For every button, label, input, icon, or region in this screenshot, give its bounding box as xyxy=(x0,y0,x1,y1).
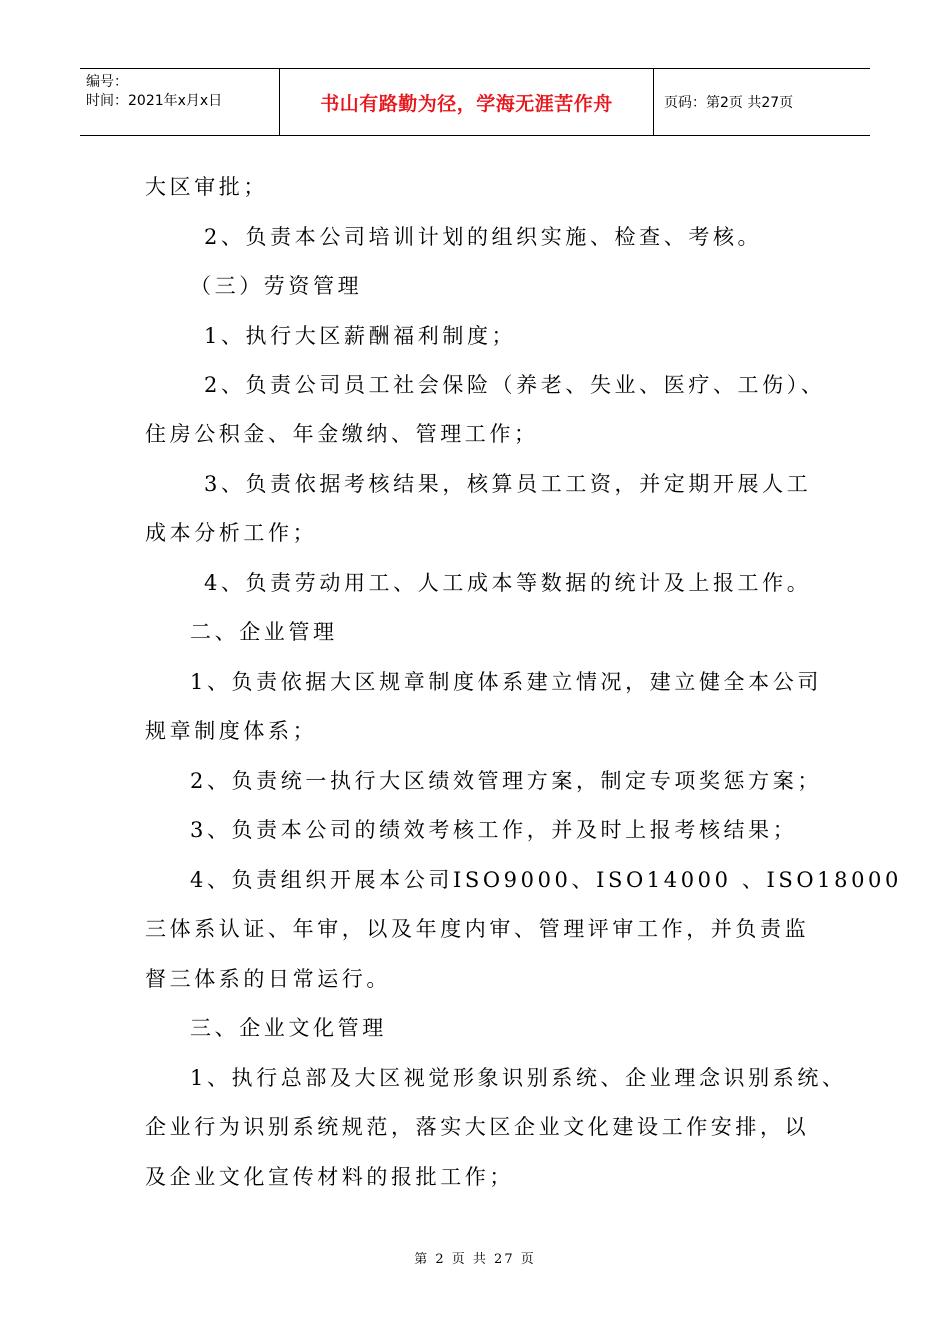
body-text-line: 1、执行总部及大区视觉形象识别系统、企业理念识别系统、 xyxy=(190,1066,847,1090)
body-text-line: 二、企业管理 xyxy=(190,620,338,644)
body-text-line: 3、负责本公司的绩效考核工作，并及时上报考核结果； xyxy=(190,818,798,842)
body-text-line: 2、负责统一执行大区绩效管理方案，制定专项奖惩方案； xyxy=(190,769,822,793)
footer-page-number: 第 2 页 共 27 页 xyxy=(414,1252,536,1267)
body-text-line: 成本分析工作； xyxy=(145,521,318,545)
document-date-label: 时间：2021年x月x日 xyxy=(86,93,223,109)
header-motto: 书山有路勤为径，学海无涯苦作舟 xyxy=(320,92,613,115)
header-page-info: 页码：第2页 共27页 xyxy=(664,95,794,111)
document-number-label: 编号： xyxy=(86,74,128,90)
body-text-line: 住房公积金、年金缴纳、管理工作； xyxy=(145,422,539,446)
body-text-line: 三、企业文化管理 xyxy=(190,1016,387,1040)
body-text-line: 2、负责公司员工社会保险（养老、失业、医疗、工伤）、 xyxy=(204,373,826,397)
page-header xyxy=(80,68,870,136)
body-text-line: 大区审批； xyxy=(145,175,268,199)
body-text-line: 4、负责组织开展本公司ISO9000、ISO14000 、ISO18000 xyxy=(190,868,902,892)
body-text-line: 企业行为识别系统规范，落实大区企业文化建设工作安排，以 xyxy=(145,1115,810,1139)
body-text-line: 1、执行大区薪酬福利制度； xyxy=(204,324,517,348)
body-text-line: （三）劳资管理 xyxy=(190,274,363,298)
body-text-line: 1、负责依据大区规章制度体系建立情况，建立健全本公司 xyxy=(190,670,822,694)
body-text-line: 4、负责劳动用工、人工成本等数据的统计及上报工作。 xyxy=(204,571,812,595)
body-text-line: 三体系认证、年审，以及年度内审、管理评审工作，并负责监 xyxy=(145,917,810,941)
body-text-line: 2、负责本公司培训计划的组织实施、检查、考核。 xyxy=(204,225,763,249)
header-motto-cell xyxy=(280,69,654,135)
page-footer xyxy=(0,1248,950,1267)
body-text-line: 3、负责依据考核结果，核算员工工资，并定期开展人工 xyxy=(204,472,812,496)
body-text-line: 及企业文化宣传材料的报批工作； xyxy=(145,1165,514,1189)
header-meta-cell xyxy=(80,69,280,135)
header-page-cell xyxy=(654,69,870,135)
body-text-line: 规章制度体系； xyxy=(145,719,318,743)
body-text-line: 督三体系的日常运行。 xyxy=(145,967,391,991)
